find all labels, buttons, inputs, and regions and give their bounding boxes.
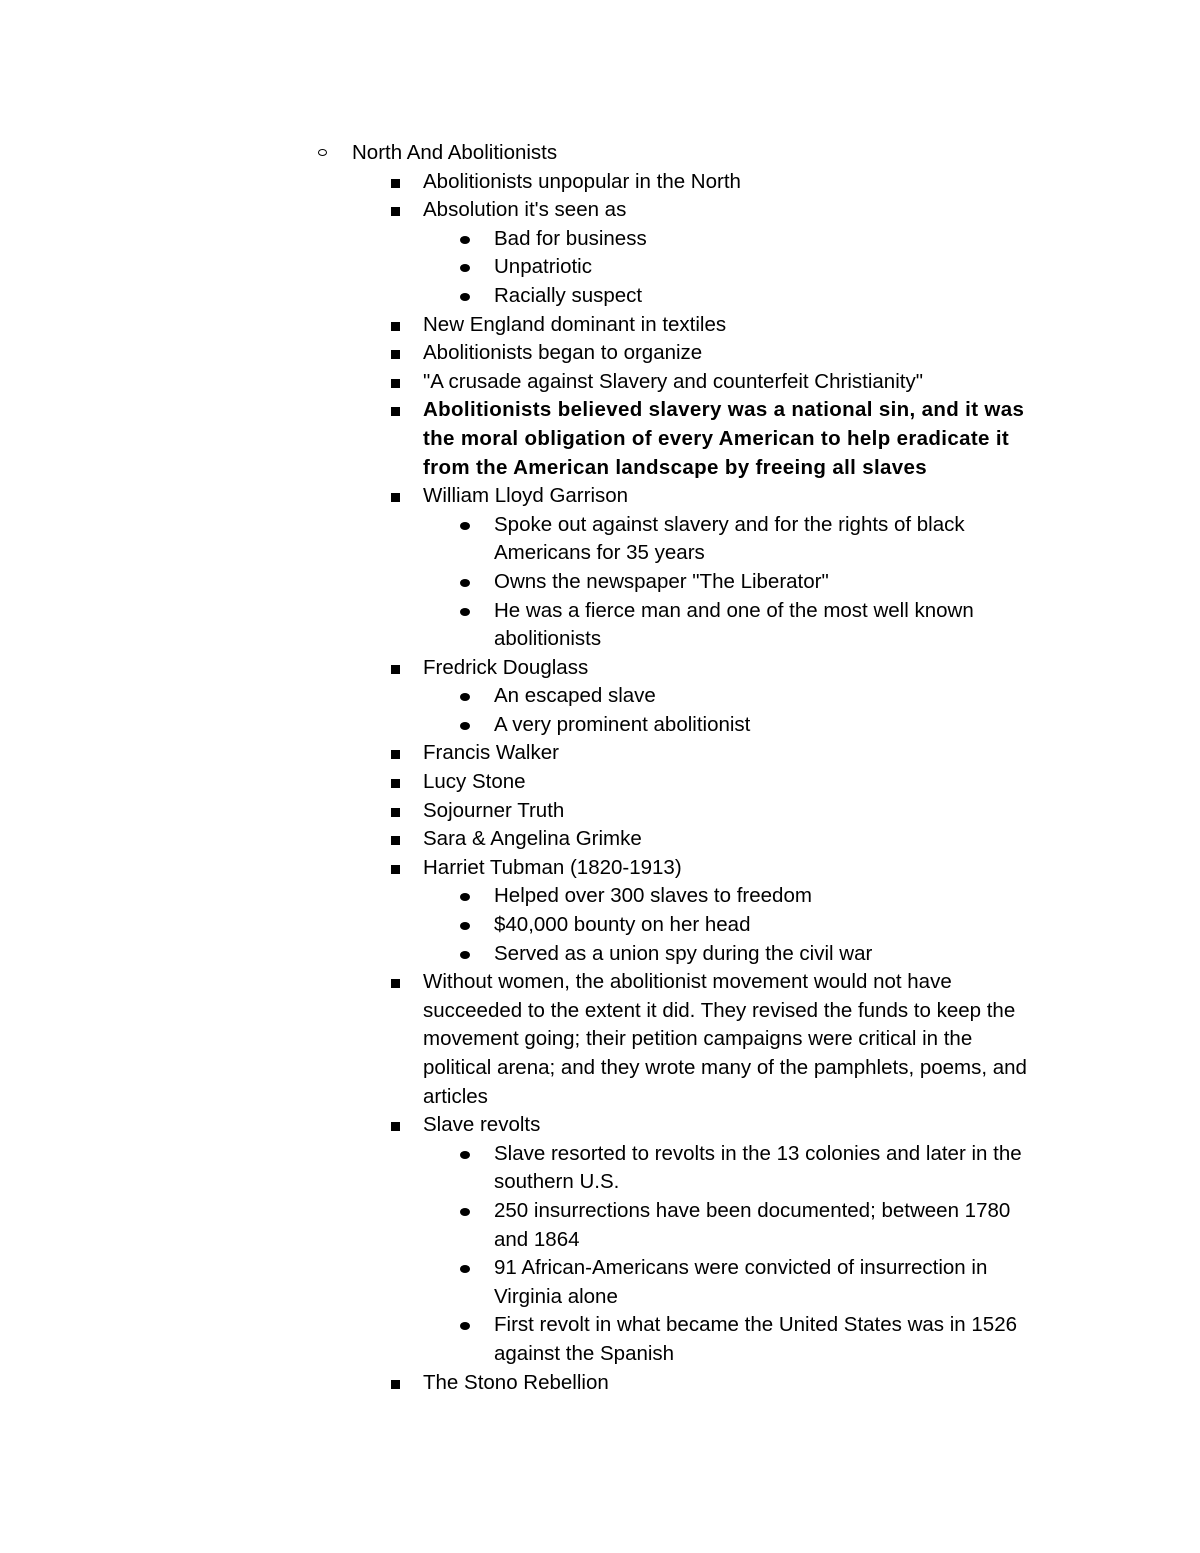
list-item: [0, 168, 1200, 197]
list-item-text: [0, 1254, 1200, 1283]
list-item-text: [0, 1369, 1200, 1398]
list-item: [0, 511, 1200, 568]
list-item-line: First revolt in what became the United States was in 1526: [494, 1313, 1018, 1337]
list-item: [0, 711, 1200, 740]
list-item-text: [0, 511, 1200, 540]
list-item-line: movement going; their petition campaigns were critical in the: [423, 1027, 973, 1051]
filled-dot-bullet-icon: [460, 236, 470, 244]
list-item-text: [0, 196, 1200, 225]
square-bullet-icon: [391, 865, 400, 874]
filled-dot-bullet-icon: [460, 608, 470, 616]
list-item: [0, 339, 1200, 368]
filled-dot-bullet-icon: [460, 693, 470, 701]
filled-dot-bullet-icon: [460, 951, 470, 959]
filled-dot-bullet-icon: [460, 264, 470, 272]
list-item-line: from the American landscape by freeing all slaves: [423, 455, 928, 479]
list-item-text: [0, 225, 1200, 254]
list-item-continuation: [0, 1283, 1200, 1312]
square-bullet-icon: [391, 350, 400, 359]
list-item: [0, 940, 1200, 969]
list-item: [0, 1254, 1200, 1311]
list-item-line: southern U.S.: [494, 1170, 620, 1194]
list-item-text: [0, 968, 1200, 997]
list-item-line: Abolitionists unpopular in the North: [423, 169, 741, 193]
list-item: [0, 396, 1200, 482]
list-item-continuation: [0, 539, 1200, 568]
list-item-continuation: [0, 1083, 1200, 1112]
list-item: [0, 797, 1200, 826]
list-item-line: A very prominent abolitionist: [494, 712, 751, 736]
notes-document: [0, 139, 1200, 1397]
list-item: [0, 854, 1200, 883]
list-item-line: Francis Walker: [423, 741, 559, 765]
square-bullet-icon: [391, 407, 400, 416]
list-item-line: Served as a union spy during the civil war: [494, 941, 873, 965]
list-item: [0, 654, 1200, 683]
square-bullet-icon: [391, 750, 400, 759]
list-item-text: [0, 396, 1200, 425]
list-item-line: He was a fierce man and one of the most well known: [494, 598, 974, 622]
list-item: [0, 225, 1200, 254]
list-item-text: [0, 1111, 1200, 1140]
list-item-line: Without women, the abolitionist movement would not have: [423, 970, 952, 994]
list-item-text: [0, 739, 1200, 768]
square-bullet-icon: [391, 836, 400, 845]
list-item-line: Sara & Angelina Grimke: [423, 827, 642, 851]
list-item: [0, 597, 1200, 654]
list-item-continuation: [0, 1226, 1200, 1255]
list-item-line: Slave revolts: [423, 1113, 541, 1137]
list-item-continuation: [0, 1025, 1200, 1054]
list-item-line: Sojourner Truth: [423, 798, 565, 822]
list-item-text: [0, 568, 1200, 597]
square-bullet-icon: [391, 779, 400, 788]
list-item-line: against the Spanish: [494, 1341, 675, 1365]
square-bullet-icon: [391, 808, 400, 817]
list-item-line: North And Abolitionists: [352, 141, 558, 164]
list-item: [0, 1111, 1200, 1140]
list-item-line: "A crusade against Slavery and counterfeit Christianity": [423, 369, 923, 393]
list-item-text: [0, 482, 1200, 511]
list-item: [0, 482, 1200, 511]
list-item: [0, 311, 1200, 340]
list-item-text: [0, 1197, 1200, 1226]
list-item-text: [0, 940, 1200, 969]
filled-dot-bullet-icon: [460, 893, 470, 901]
list-item-line: Abolitionists began to organize: [423, 341, 703, 365]
list-item: [0, 739, 1200, 768]
filled-dot-bullet-icon: [460, 293, 470, 301]
list-item-line: Racially suspect: [494, 283, 643, 307]
list-item-text: [0, 797, 1200, 826]
list-item-continuation: [0, 1054, 1200, 1083]
square-bullet-icon: [391, 1122, 400, 1131]
list-item-continuation: [0, 997, 1200, 1026]
filled-dot-bullet-icon: [460, 522, 470, 530]
list-item-line: $40,000 bounty on her head: [494, 913, 751, 937]
list-item-continuation: [0, 425, 1200, 454]
list-item-text: [0, 911, 1200, 940]
list-item-text: [0, 682, 1200, 711]
list-item: [0, 1140, 1200, 1197]
list-item-line: Bad for business: [494, 226, 647, 250]
list-item-line: Virginia alone: [494, 1284, 618, 1308]
list-item-line: Abolitionists believed slavery was a national sin, and it was: [423, 398, 1025, 422]
square-bullet-icon: [391, 379, 400, 388]
filled-dot-bullet-icon: [460, 1208, 470, 1216]
list-item-line: Lucy Stone: [423, 770, 526, 794]
list-item-text: [0, 139, 1200, 168]
list-item: [0, 196, 1200, 225]
list-item-line: William Lloyd Garrison: [423, 484, 629, 508]
filled-dot-bullet-icon: [460, 579, 470, 587]
list-item-continuation: [0, 1340, 1200, 1369]
square-bullet-icon: [391, 1380, 400, 1389]
list-item: [0, 911, 1200, 940]
square-bullet-icon: [391, 322, 400, 331]
list-item-line: abolitionists: [494, 627, 602, 651]
filled-dot-bullet-icon: [460, 1265, 470, 1273]
list-item-text: [0, 825, 1200, 854]
list-item-text: [0, 1140, 1200, 1169]
square-bullet-icon: [391, 979, 400, 988]
list-item: [0, 882, 1200, 911]
list-item: [0, 768, 1200, 797]
square-bullet-icon: [391, 179, 400, 188]
list-item-line: Fredrick Douglass: [423, 655, 589, 679]
list-item-line: Helped over 300 slaves to freedom: [494, 884, 812, 908]
list-item: [0, 139, 1200, 168]
list-item-line: New England dominant in textiles: [423, 312, 727, 336]
list-item-continuation: [0, 1168, 1200, 1197]
list-item-text: [0, 597, 1200, 626]
list-item-line: Absolution it's seen as: [423, 198, 627, 222]
list-item-line: Americans for 35 years: [494, 541, 705, 565]
list-item-line: the moral obligation of every American to help eradicate it: [423, 426, 1010, 450]
list-item: [0, 1369, 1200, 1398]
list-item: [0, 825, 1200, 854]
list-item: [0, 253, 1200, 282]
list-item-text: [0, 339, 1200, 368]
list-item: [0, 682, 1200, 711]
list-item-line: and 1864: [494, 1227, 580, 1251]
list-item: [0, 282, 1200, 311]
list-item: [0, 968, 1200, 1111]
list-item-text: [0, 768, 1200, 797]
list-item-line: succeeded to the extent it did. They revised the funds to keep the: [423, 998, 1016, 1022]
list-item-text: [0, 882, 1200, 911]
square-bullet-icon: [391, 207, 400, 216]
list-item-line: articles: [423, 1084, 488, 1108]
list-item: [0, 1311, 1200, 1368]
filled-dot-bullet-icon: [460, 1151, 470, 1159]
list-item-text: [0, 282, 1200, 311]
hollow-circle-bullet-icon: [318, 149, 327, 156]
list-item-line: Slave resorted to revolts in the 13 colonies and later in the: [494, 1141, 1022, 1165]
square-bullet-icon: [391, 493, 400, 502]
list-item-line: 91 African-Americans were convicted of insurrection in: [494, 1256, 988, 1280]
filled-dot-bullet-icon: [460, 1322, 470, 1330]
filled-dot-bullet-icon: [460, 922, 470, 930]
list-item: [0, 568, 1200, 597]
list-item-text: [0, 368, 1200, 397]
list-item-line: Spoke out against slavery and for the rights of black: [494, 512, 965, 536]
list-item-text: [0, 311, 1200, 340]
list-item-continuation: [0, 625, 1200, 654]
list-item-line: An escaped slave: [494, 684, 656, 708]
filled-dot-bullet-icon: [460, 722, 470, 730]
square-bullet-icon: [391, 665, 400, 674]
list-item: [0, 368, 1200, 397]
list-item: [0, 1197, 1200, 1254]
list-item-line: 250 insurrections have been documented; between 1780: [494, 1198, 1011, 1222]
list-item-text: [0, 253, 1200, 282]
list-item-continuation: [0, 454, 1200, 483]
list-item-text: [0, 854, 1200, 883]
list-item-line: Owns the newspaper "The Liberator": [494, 569, 829, 593]
list-item-text: [0, 168, 1200, 197]
list-item-text: [0, 654, 1200, 683]
list-item-text: [0, 1311, 1200, 1340]
list-item-text: [0, 711, 1200, 740]
list-item-line: Harriet Tubman (1820-1913): [423, 855, 682, 879]
list-item-line: The Stono Rebellion: [423, 1370, 609, 1394]
list-item-line: political arena; and they wrote many of the pamphlets, poems, and: [423, 1056, 1027, 1079]
list-item-line: Unpatriotic: [494, 255, 592, 279]
